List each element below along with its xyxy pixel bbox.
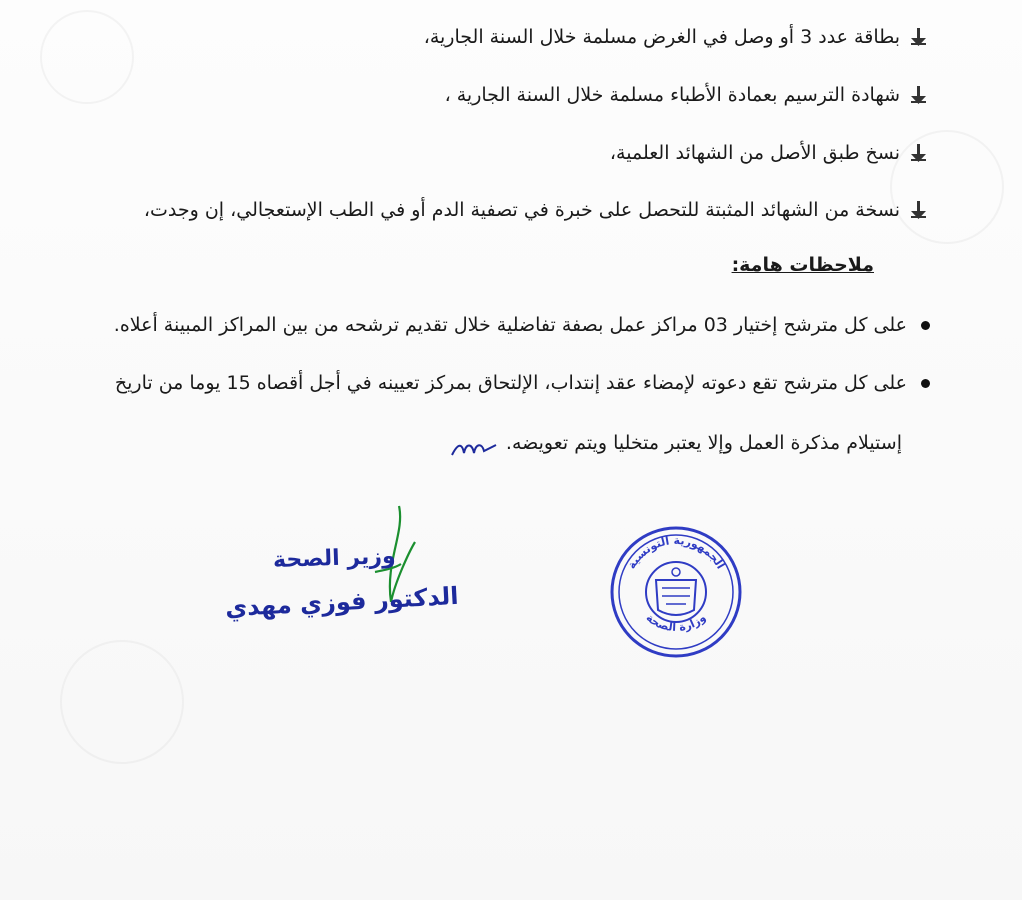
requirement-text: شهادة الترسيم بعمادة الأطباء مسلمة خلال السنة الجارية ، — [444, 84, 900, 106]
handwritten-mark-icon — [450, 437, 500, 461]
arrow-down-bullet-icon — [908, 142, 930, 164]
arrow-down-bullet-icon — [908, 84, 930, 106]
note-continuation: إستيلام مذكرة العمل وإلا يعتبر متخليا ويتم تعويضه. — [505, 432, 902, 454]
signatory-title: وزير الصحة — [272, 543, 397, 574]
requirement-item — [170, 138, 930, 168]
arrow-down-bullet-icon — [908, 26, 930, 48]
requirement-text: بطاقة عدد 3 أو وصل في الغرض مسلمة خلال السنة الجارية، — [423, 26, 900, 48]
watermark-ornament — [40, 10, 134, 104]
requirement-item — [143, 195, 930, 225]
arrow-down-bullet-icon — [908, 199, 930, 221]
notes-heading: ملاحظات هامة: — [731, 254, 874, 276]
requirement-text: نسخ طبق الأصل من الشهائد العلمية، — [609, 142, 900, 164]
seal-top-text: الجمهورية التونسية — [624, 533, 728, 572]
signature-block — [215, 502, 465, 652]
note-item — [110, 314, 930, 336]
bullet-dot-icon — [921, 379, 930, 388]
requirement-item — [170, 80, 930, 110]
note-text: على كل مترشح تقع دعوته لإمضاء عقد إنتداب، الإلتحاق بمركز تعيينه في أجل أقصاه 15 يوما من تاريخ — [114, 372, 907, 394]
bullet-dot-icon — [921, 321, 930, 330]
note-item — [110, 372, 930, 394]
note-text: على كل مترشح إختيار 03 مراكز عمل بصفة تفاضلية خلال تقديم ترشحه من بين المراكز المبينة أعلاه. — [113, 314, 907, 336]
seal-bottom-text: وزارة الصحة — [643, 611, 709, 634]
signatory-name: الدكتور فوزي مهدي — [224, 581, 460, 623]
watermark-ornament — [60, 640, 184, 764]
requirement-item — [170, 22, 930, 52]
official-seal-icon — [606, 522, 746, 662]
requirement-text: نسخة من الشهائد المثبتة للتحصل على خبرة في تصفية الدم أو في الطب الإستعجالي، إن وجدت، — [143, 199, 900, 221]
